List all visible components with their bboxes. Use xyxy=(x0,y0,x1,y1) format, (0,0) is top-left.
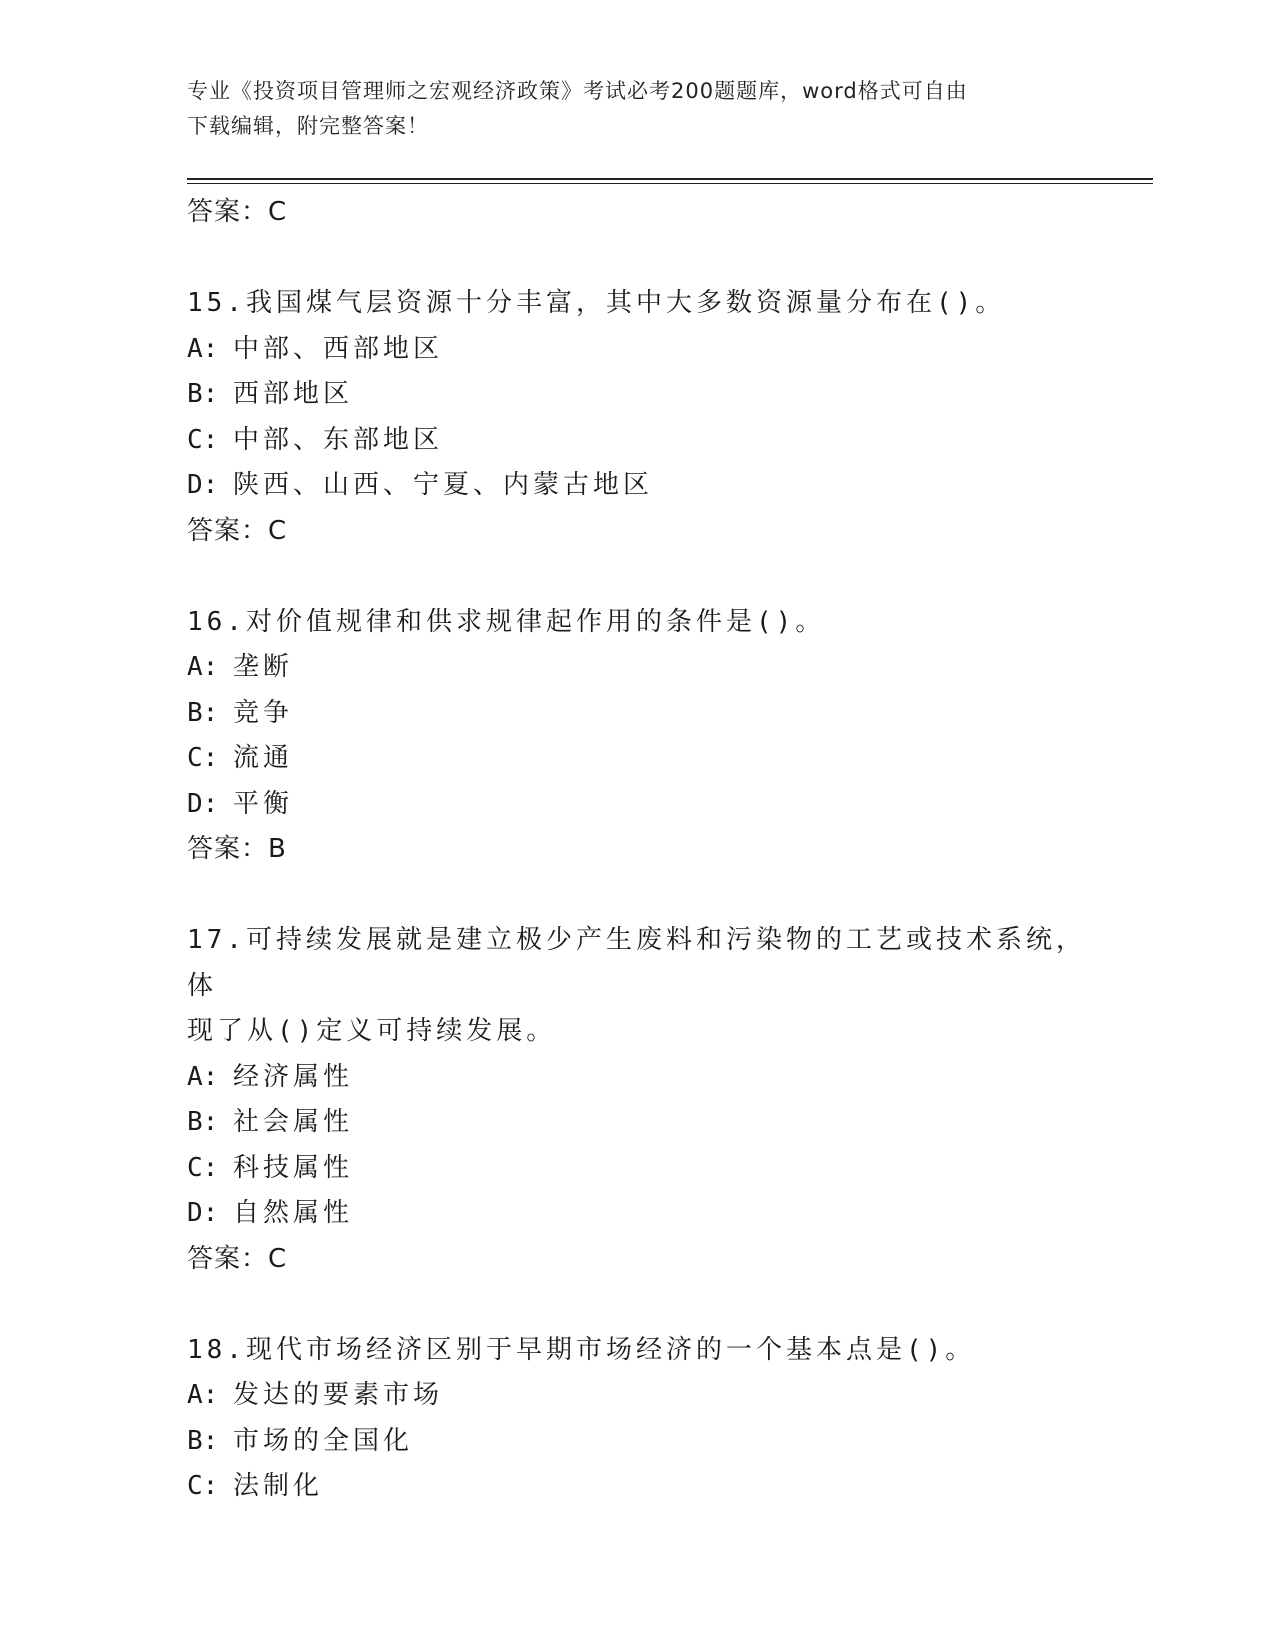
question-text: 18.现代市场经济区别于早期市场经济的一个基本点是()。 xyxy=(187,1334,976,1365)
option-b: B: 社会属性 xyxy=(187,1107,354,1137)
option-c: C: 科技属性 xyxy=(187,1152,354,1183)
question-block xyxy=(187,918,1087,1282)
option-d: D: 平衡 xyxy=(187,788,294,819)
option-d: D: 自然属性 xyxy=(187,1198,354,1228)
header-line-1: 专业《投资项目管理师之宏观经济政策》考试必考200题题库，word格式可自由 xyxy=(187,79,968,103)
option-b: B: 西部地区 xyxy=(187,379,354,409)
answer-prefix: 答案： xyxy=(187,197,269,227)
question-answer: 答案：C xyxy=(187,1243,288,1274)
header-line-2: 下载编辑，附完整答案！ xyxy=(187,114,429,138)
header-rule-thin xyxy=(187,183,1153,184)
question-text-continued: 现了从()定义可持续发展。 xyxy=(187,1016,557,1046)
previous-answer xyxy=(187,190,1087,235)
question-number: 16. xyxy=(187,606,246,637)
option-c: C: 流通 xyxy=(187,743,294,773)
option-c: C: 法制化 xyxy=(187,1471,324,1501)
question-text: 15.我国煤气层资源十分丰富，其中大多数资源量分布在()。 xyxy=(187,288,1006,318)
option-b: B: 竞争 xyxy=(187,697,294,728)
answer-value: C xyxy=(268,197,288,227)
question-list xyxy=(187,190,1087,1510)
question-block xyxy=(187,281,1087,554)
option-a: A: 垄断 xyxy=(187,652,294,682)
option-a: A: 中部、西部地区 xyxy=(187,333,444,364)
option-a: A: 发达的要素市场 xyxy=(187,1380,444,1410)
question-number: 15. xyxy=(187,288,246,318)
question-number: 17. xyxy=(187,925,246,955)
question-text: 16.对价值规律和供求规律起作用的条件是()。 xyxy=(187,606,826,637)
option-b: B: 市场的全国化 xyxy=(187,1425,414,1456)
question-block xyxy=(187,1328,1087,1510)
option-c: C: 中部、东部地区 xyxy=(187,424,444,455)
question-answer: 答案：B xyxy=(187,834,287,864)
option-a: A: 经济属性 xyxy=(187,1061,354,1092)
document-header xyxy=(187,74,1087,144)
question-answer: 答案：C xyxy=(187,515,288,546)
question-text: 17.可持续发展就是建立极少产生废料和污染物的工艺或技术系统，体 xyxy=(187,925,1086,1001)
option-d: D: 陕西、山西、宁夏、内蒙古地区 xyxy=(187,470,654,500)
header-rule-thick xyxy=(187,178,1153,180)
question-block xyxy=(187,600,1087,873)
question-number: 18. xyxy=(187,1334,246,1365)
